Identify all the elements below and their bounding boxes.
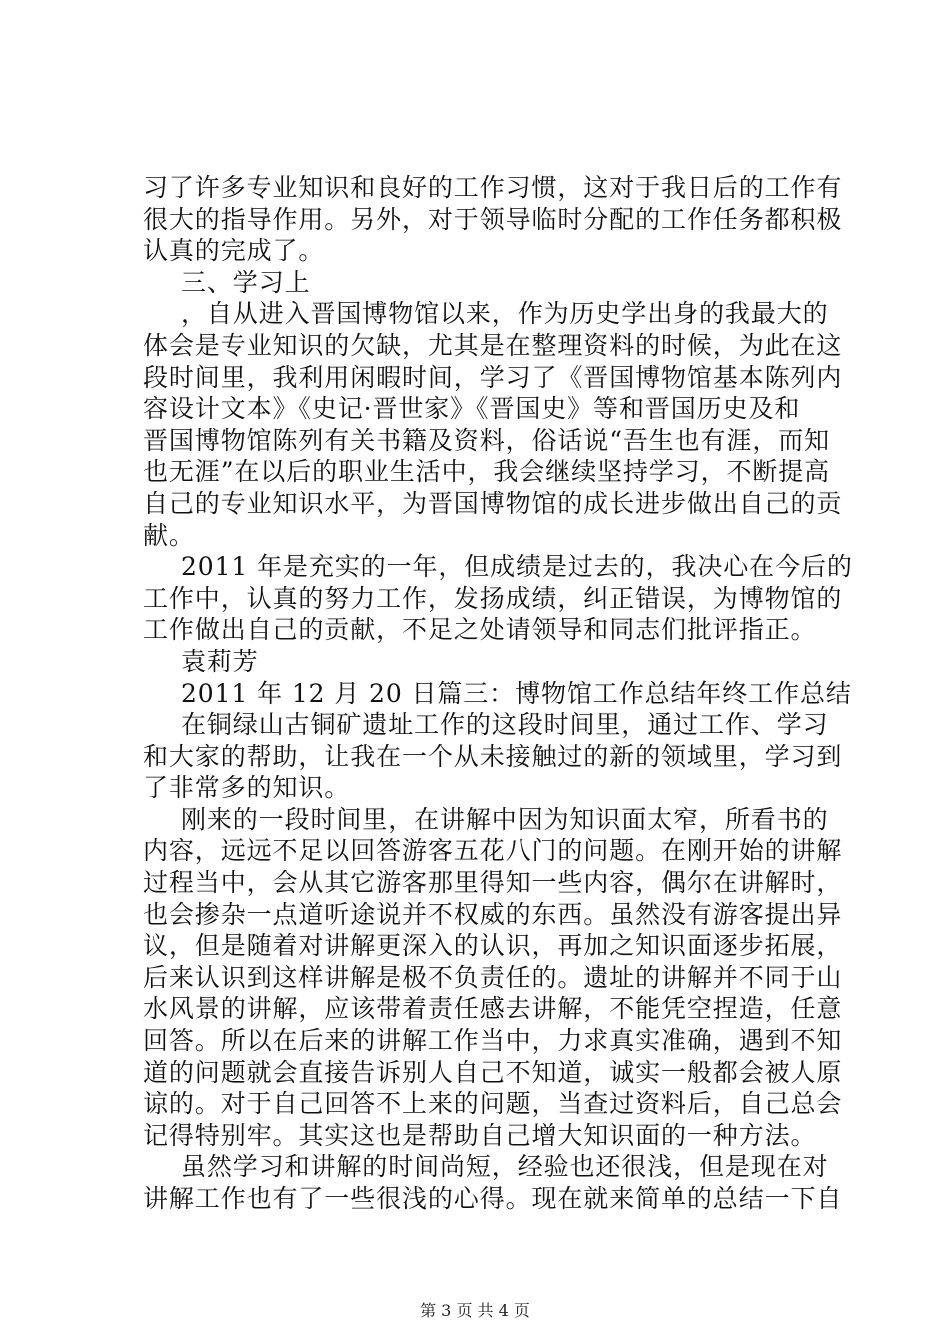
text-line: 三、学习上 xyxy=(181,267,311,297)
text-line: 2011 年是充实的一年，但成绩是过去的，我决心在今后的 xyxy=(181,552,853,582)
text-line: 2011 年 12 月 20 日篇三：博物馆工作总结年终工作总结 xyxy=(181,678,852,708)
text-line: 工作中，认真的努力工作，发扬成绩，纠正错误，为博物馆的 xyxy=(143,583,843,613)
text-line: 谅的。对于自己回答不上来的问题，当查过资料后，自己总会 xyxy=(143,1089,843,1119)
text-line: 工作做出自己的贡献，不足之处请领导和同志们批评指正。 xyxy=(143,615,817,645)
text-line: 很大的指导作用。另外，对于领导临时分配的工作任务都积极 xyxy=(143,204,843,234)
text-line: 袁莉芳 xyxy=(181,646,259,676)
text-line: 晋国博物馆陈列有关书籍及资料，俗话说“吾生也有涯，而知 xyxy=(143,425,831,455)
text-line: 也会掺杂一点道听途说并不权威的东西。虽然没有游客提出异 xyxy=(143,899,843,929)
text-line: 容设计文本》《史记·晋世家》《晋国史》等和晋国历史及和 xyxy=(143,394,801,424)
text-line: 过程当中，会从其它游客那里得知一些内容，偶尔在讲解时， xyxy=(143,868,843,898)
page-footer: 第 3 页 共 4 页 xyxy=(420,1301,530,1320)
text-line: 也无涯”在以后的职业生活中，我会继续坚持学习，不断提高 xyxy=(143,457,831,487)
text-line: 道的问题就会直接告诉别人自己不知道，诚实一般都会被人原 xyxy=(143,1057,843,1087)
text-line: 习了许多专业知识和良好的工作习惯，这对于我日后的工作有 xyxy=(143,173,843,202)
text-line: 体会是专业知识的欠缺，尤其是在整理资料的时候，为此在这 xyxy=(143,330,843,360)
text-line: 和大家的帮助，让我在一个从未接触过的新的领域里，学习到 xyxy=(143,741,843,771)
text-line: 献。 xyxy=(143,520,195,550)
text-line: 内容，远远不足以回答游客五花八门的问题。在刚开始的讲解 xyxy=(143,836,843,866)
text-line: 段时间里，我利用闲暇时间，学习了《晋国博物馆基本陈列内 xyxy=(143,362,843,392)
text-line: 自己的专业知识水平，为晋国博物馆的成长进步做出自己的贡 xyxy=(143,488,843,518)
text-line: ，自从进入晋国博物馆以来，作为历史学出身的我最大的 xyxy=(181,299,829,329)
text-line: 刚来的一段时间里，在讲解中因为知识面太窄，所看书的 xyxy=(181,804,829,834)
text-line: 在铜绿山古铜矿遗址工作的这段时间里，通过工作、学习 xyxy=(181,710,829,740)
text-line: 了非常多的知识。 xyxy=(143,773,351,803)
text-line: 讲解工作也有了一些很浅的心得。现在就来简单的总结一下自 xyxy=(143,1184,843,1213)
text-line: 回答。所以在后来的讲解工作当中，力求真实准确，遇到不知 xyxy=(143,1026,843,1056)
text-line: 议，但是随着对讲解更深入的认识，再加之知识面逐步拓展， xyxy=(143,931,843,961)
document-body xyxy=(143,172,853,1215)
text-line: 水风景的讲解，应该带着责任感去讲解，不能凭空捏造，任意 xyxy=(143,994,843,1024)
text-line: 后来认识到这样讲解是极不负责任的。遗址的讲解并不同于山 xyxy=(143,962,843,992)
text-line: 记得特别牢。其实这也是帮助自己增大知识面的一种方法。 xyxy=(143,1120,817,1150)
text-line: 虽然学习和讲解的时间尚短，经验也还很浅，但是现在对 xyxy=(181,1152,829,1182)
text-line: 认真的完成了。 xyxy=(143,236,325,266)
